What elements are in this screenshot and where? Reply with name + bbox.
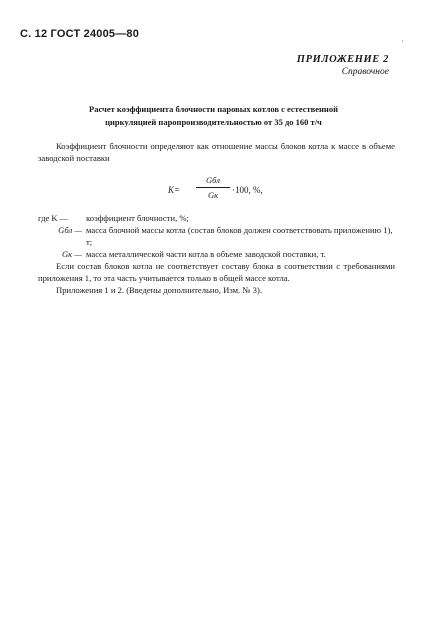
formula-denominator: Gк xyxy=(207,190,219,200)
definition-row xyxy=(38,248,395,260)
definition-text: масса металлической части котла в объеме заводской поставки, т. xyxy=(86,249,326,259)
definition-symbol: Gк — xyxy=(61,249,82,259)
note-paragraph: Если состав блоков котла не соответствует составу блока в соответствии с требованиями приложения 1, то эта часть учитывается только в общей массе котла. xyxy=(38,261,395,283)
formula xyxy=(168,174,395,204)
formula-lhs: K= xyxy=(168,185,181,195)
page-mark: ' xyxy=(402,40,404,47)
section-title-line-1: Расчет коэффициента блочности паровых котлов с естественной xyxy=(89,104,338,114)
definitions-list xyxy=(38,212,395,260)
fraction-bar xyxy=(196,187,230,188)
appendix-subtitle: Справочное xyxy=(341,67,389,77)
definition-text: коэффициент блочности, %; xyxy=(86,213,189,223)
appendix-title: ПРИЛОЖЕНИЕ 2 xyxy=(296,54,389,65)
section-title-line-2: циркуляцией паропроизводительностью от 35 до 160 т/ч xyxy=(105,117,322,127)
footer-note: Приложения 1 и 2. (Введены дополнительно, Изм. № 3). xyxy=(56,285,262,295)
body-text xyxy=(38,140,395,296)
definition-symbol: Gбл — xyxy=(58,225,82,235)
definition-text: масса блочной массы котла (состав блоков должен соответствовать приложению 1), т; xyxy=(86,225,393,247)
definition-row xyxy=(38,212,395,224)
section-title xyxy=(50,103,377,129)
formula-fraction xyxy=(196,174,230,201)
formula-rest: ·100, %, xyxy=(232,185,263,195)
formula-numerator: Gбл xyxy=(206,175,220,185)
intro-paragraph: Коэффициент блочности определяют как отношение массы блоков котла к массе в объеме заводской поставки xyxy=(38,141,395,163)
definition-row xyxy=(38,224,395,248)
appendix-block xyxy=(297,54,389,77)
definition-symbol: где K — xyxy=(38,213,69,223)
page-header: С. 12 ГОСТ 24005—80 xyxy=(20,28,140,40)
